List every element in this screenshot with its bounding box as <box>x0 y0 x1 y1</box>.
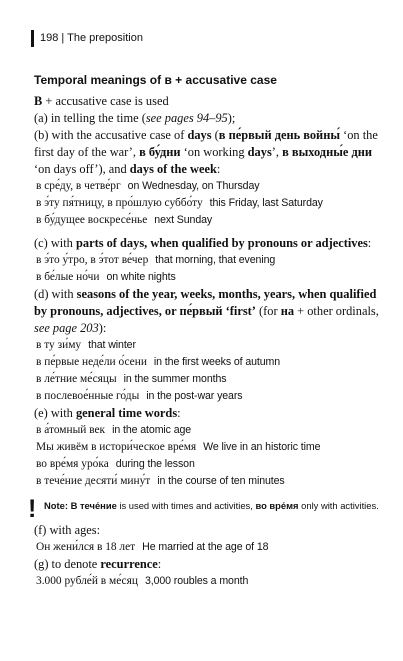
item-d-reference: see page 203 <box>34 321 99 335</box>
example-russian: в бе́лые но́чи <box>36 271 100 283</box>
example-english: in the summer months <box>123 373 227 385</box>
item-g-bold: recurrence <box>100 557 158 571</box>
item-c-text: (c) with <box>34 236 76 250</box>
item-g-text: : <box>157 557 162 571</box>
item-b-days-of-week: days of the week <box>129 162 217 176</box>
item-c-text: : <box>367 236 372 250</box>
examples-e <box>34 422 386 490</box>
example-row <box>34 371 386 388</box>
example-row <box>34 354 386 371</box>
example-english: in the course of ten minutes <box>157 475 285 487</box>
example-russian: в ту зи́му <box>36 339 82 351</box>
intro-bold: В <box>34 94 43 108</box>
item-a-reference: see pages 94–95 <box>145 111 228 125</box>
note-end: only with activities. <box>298 500 379 511</box>
section-title: Temporal meanings of в + accusative case <box>34 73 277 87</box>
note-text <box>44 500 379 511</box>
item-d-text: (for <box>255 304 281 318</box>
item-b-russian: в выходны́е дни <box>282 145 373 159</box>
example-russian: в э́то у́тро, в э́тот ве́чер <box>36 254 149 266</box>
item-a-text: (a) in telling the time ( <box>34 111 146 125</box>
example-row <box>34 439 386 456</box>
example-row <box>34 195 386 212</box>
item-b-russian: в пе́рвый день войны́ <box>218 128 341 142</box>
examples-c <box>34 252 386 286</box>
item-g-text: (g) to denote <box>34 557 101 571</box>
example-russian: в послевое́нные го́ды <box>36 390 140 402</box>
example-russian: в ле́тние ме́сяцы <box>36 373 117 385</box>
examples-b <box>34 178 386 229</box>
item-c-bold: parts of days, when qualified by pronouns or adjectives <box>75 236 368 250</box>
item-b <box>34 127 386 178</box>
example-russian: в сре́ду, в четве́рг <box>36 180 121 192</box>
examples-f <box>34 539 386 556</box>
example-row <box>34 178 386 195</box>
example-row <box>34 473 386 490</box>
note-label: Note: <box>44 500 68 511</box>
book-page <box>28 28 386 590</box>
item-e-text: (e) with <box>34 406 76 420</box>
item-b-text: ’, <box>271 145 283 159</box>
example-english: in the atomic age <box>112 424 192 436</box>
example-russian: Мы живём в истори́ческое вре́мя <box>36 441 197 453</box>
item-f-text: (f) with ages: <box>34 523 101 537</box>
example-row <box>34 388 386 405</box>
item-d-text: ): <box>98 321 107 335</box>
item-b-text: ‘on working <box>180 145 248 159</box>
example-english: He married at the age of 18 <box>142 541 269 553</box>
examples-g <box>34 573 386 590</box>
item-b-text: : <box>216 162 221 176</box>
example-row <box>34 337 386 354</box>
example-row <box>34 252 386 269</box>
example-row <box>34 422 386 439</box>
exclamation-icon: ! <box>28 495 37 523</box>
example-english: that winter <box>88 339 136 351</box>
example-russian: в бу́дущее воскресе́нье <box>36 214 148 226</box>
example-row <box>34 269 386 286</box>
example-russian: в а́томный век <box>36 424 106 436</box>
item-a <box>34 110 386 127</box>
example-english: We live in an historic time <box>203 441 321 453</box>
item-b-text: (b) with the accusative case of <box>34 128 188 142</box>
page-header <box>34 28 386 50</box>
item-d-bold: ‘first’ <box>222 304 256 318</box>
example-russian: в тече́ние десяти́ мину́т <box>36 475 151 487</box>
example-row <box>34 456 386 473</box>
example-russian: во вре́мя уро́ка <box>36 458 109 470</box>
note-middle: is used with times and activities, <box>116 500 256 511</box>
example-english: 3,000 roubles a month <box>144 575 249 587</box>
example-row <box>34 573 386 590</box>
example-english: that morning, that evening <box>155 254 276 266</box>
item-a-close: ); <box>227 111 236 125</box>
examples-d <box>34 337 386 405</box>
item-b-text: ‘on the first day of the war’, <box>34 128 378 159</box>
note-box <box>28 495 386 523</box>
item-b-text: ‘on days off’), and <box>34 162 130 176</box>
example-english: this Friday, last Saturday <box>209 197 323 209</box>
example-english: next Sunday <box>154 214 213 226</box>
item-b-russian: в бу́дни <box>139 145 181 159</box>
intro-rest: + accusative case is used <box>42 94 169 108</box>
note-russian: во вре́мя <box>255 500 299 511</box>
item-b-days: days <box>187 128 212 142</box>
example-english: on white nights <box>106 271 176 283</box>
header-bar <box>31 30 34 47</box>
example-russian: 3.000 рубле́й в ме́сяц <box>36 575 138 587</box>
item-b-days: days <box>247 145 272 159</box>
example-english: in the first weeks of autumn <box>153 356 281 368</box>
note-russian: В тече́ние <box>70 500 117 511</box>
item-e-text: : <box>177 406 181 420</box>
item-d-bold: seasons of the year, weeks, months, years, when qualified by pronouns, adjectives, or <box>34 287 377 318</box>
item-e-bold: general time words <box>75 406 178 420</box>
example-russian: Он жени́лся в 18 лет <box>36 541 136 553</box>
item-c <box>34 235 386 252</box>
item-e <box>34 405 386 422</box>
example-english: in the post-war years <box>146 390 243 402</box>
example-english: on Wednesday, on Thursday <box>127 180 260 192</box>
intro-line <box>34 93 386 110</box>
item-d <box>34 286 386 337</box>
item-d-russian: на <box>280 304 295 318</box>
item-d-russian: пе́рвый <box>179 304 223 318</box>
item-d-text: + other ordinals, <box>294 304 379 318</box>
item-g <box>34 556 386 573</box>
item-d-text: (d) with <box>34 287 77 301</box>
example-russian: в э́ту пя́тницу, в про́шлую суббо́ту <box>36 197 203 209</box>
example-row <box>34 212 386 229</box>
example-english: during the lesson <box>115 458 195 470</box>
example-russian: в пе́рвые неде́ли о́сени <box>36 356 147 368</box>
item-f <box>34 522 386 539</box>
item-b-text: ( <box>211 128 219 142</box>
header-text: 198 | The preposition <box>40 32 143 44</box>
example-row <box>34 539 386 556</box>
